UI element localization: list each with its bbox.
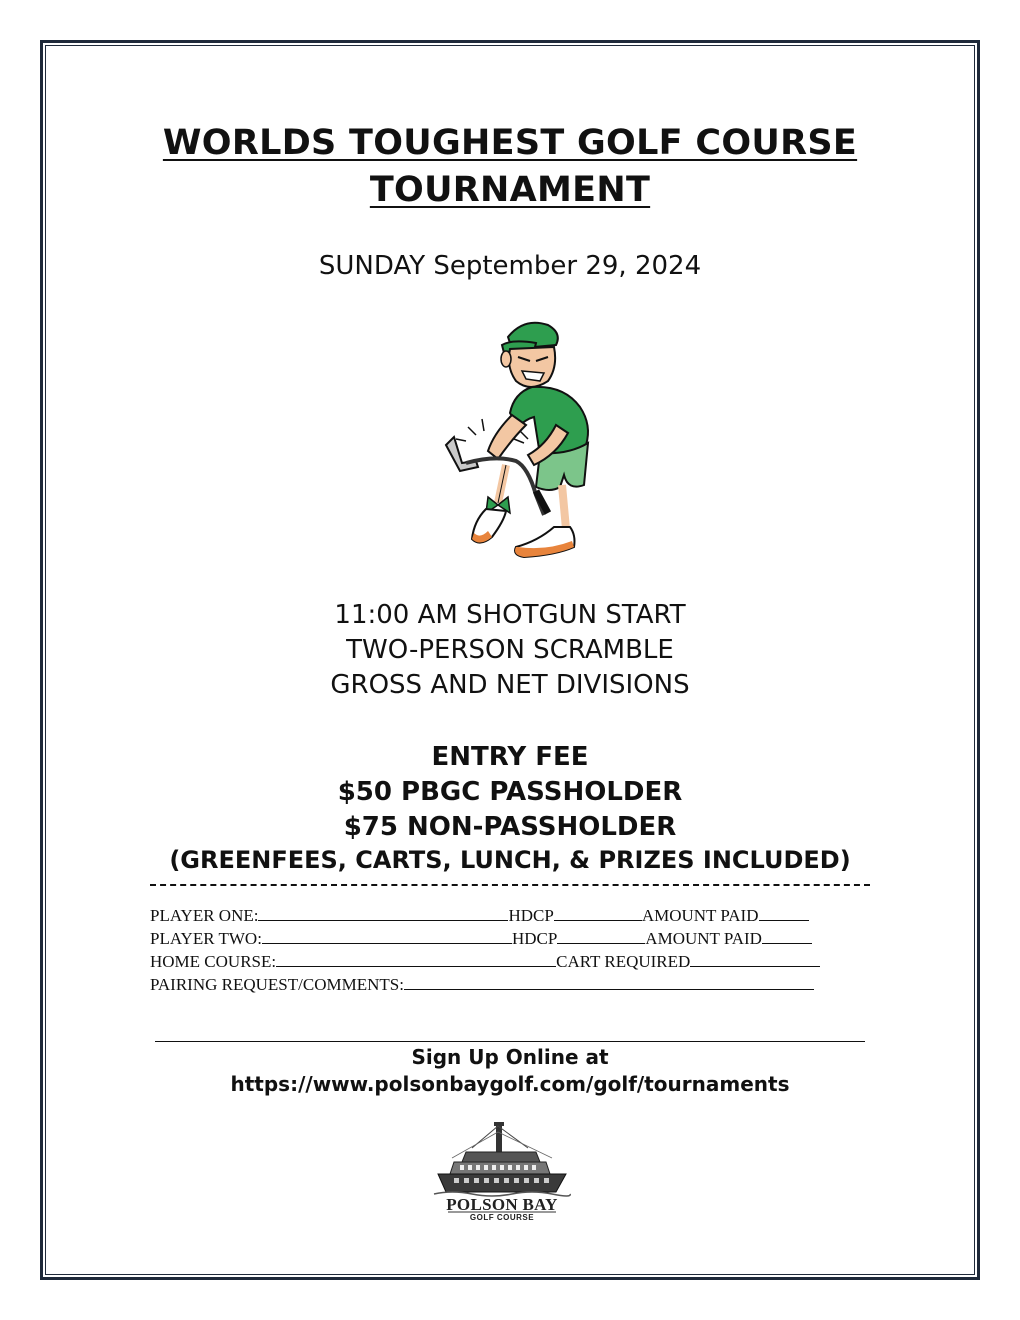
cart-required-label: CART REQUIRED [556, 952, 691, 971]
format: TWO-PERSON SCRAMBLE [346, 635, 674, 665]
hdcp-label: HDCP [508, 906, 554, 925]
form-row-player-two [150, 929, 812, 949]
form-row-player-one [150, 906, 809, 926]
logo-subtitle: GOLF COURSE [469, 1213, 535, 1222]
entry-fee-heading: ENTRY FEE [431, 742, 589, 772]
form-row-pairing [150, 975, 814, 995]
signup-url[interactable]: https://www.polsonbaygolf.com/golf/tournaments [230, 1072, 790, 1096]
hdcp-label: HDCP [511, 929, 558, 948]
pairing-label: PAIRING REQUEST/COMMENTS: [150, 975, 404, 994]
comments-line [155, 1041, 865, 1042]
player-two-amount-field[interactable] [762, 929, 812, 944]
non-passholder-fee: $75 NON-PASSHOLDER [343, 812, 677, 842]
player-one-hdcp-field[interactable] [554, 906, 642, 921]
player-two-hdcp-field[interactable] [557, 929, 645, 944]
amount-paid-label: AMOUNT PAID [641, 906, 759, 925]
player-one-label: PLAYER ONE: [150, 906, 259, 925]
fee-includes: (GREENFEES, CARTS, LUNCH, & PRIZES INCLUDED) [169, 846, 851, 874]
signup-heading: Sign Up Online at [411, 1045, 609, 1069]
player-one-name-field[interactable] [258, 906, 508, 921]
event-date: SUNDAY September 29, 2024 [318, 251, 702, 281]
cart-required-field[interactable] [690, 952, 820, 967]
angry-golfer-illustration [436, 315, 596, 565]
cut-line [150, 884, 870, 886]
divisions: GROSS AND NET DIVISIONS [330, 670, 690, 700]
logo-name: POLSON BAY [446, 1195, 558, 1214]
start-time: 11:00 AM SHOTGUN START [334, 600, 686, 630]
home-course-label: HOME COURSE: [150, 952, 277, 971]
title-line-1: WORLDS TOUGHEST GOLF COURSE [162, 123, 858, 163]
title-line-2: TOURNAMENT [369, 170, 651, 210]
passholder-fee: $50 PBGC PASSHOLDER [337, 777, 683, 807]
amount-paid-label: AMOUNT PAID [645, 929, 762, 948]
player-one-amount-field[interactable] [759, 906, 809, 921]
player-two-label: PLAYER TWO: [150, 929, 262, 948]
home-course-field[interactable] [276, 952, 556, 967]
player-two-name-field[interactable] [262, 929, 512, 944]
form-row-home-course [150, 952, 820, 972]
pairing-comments-field[interactable] [404, 975, 814, 990]
